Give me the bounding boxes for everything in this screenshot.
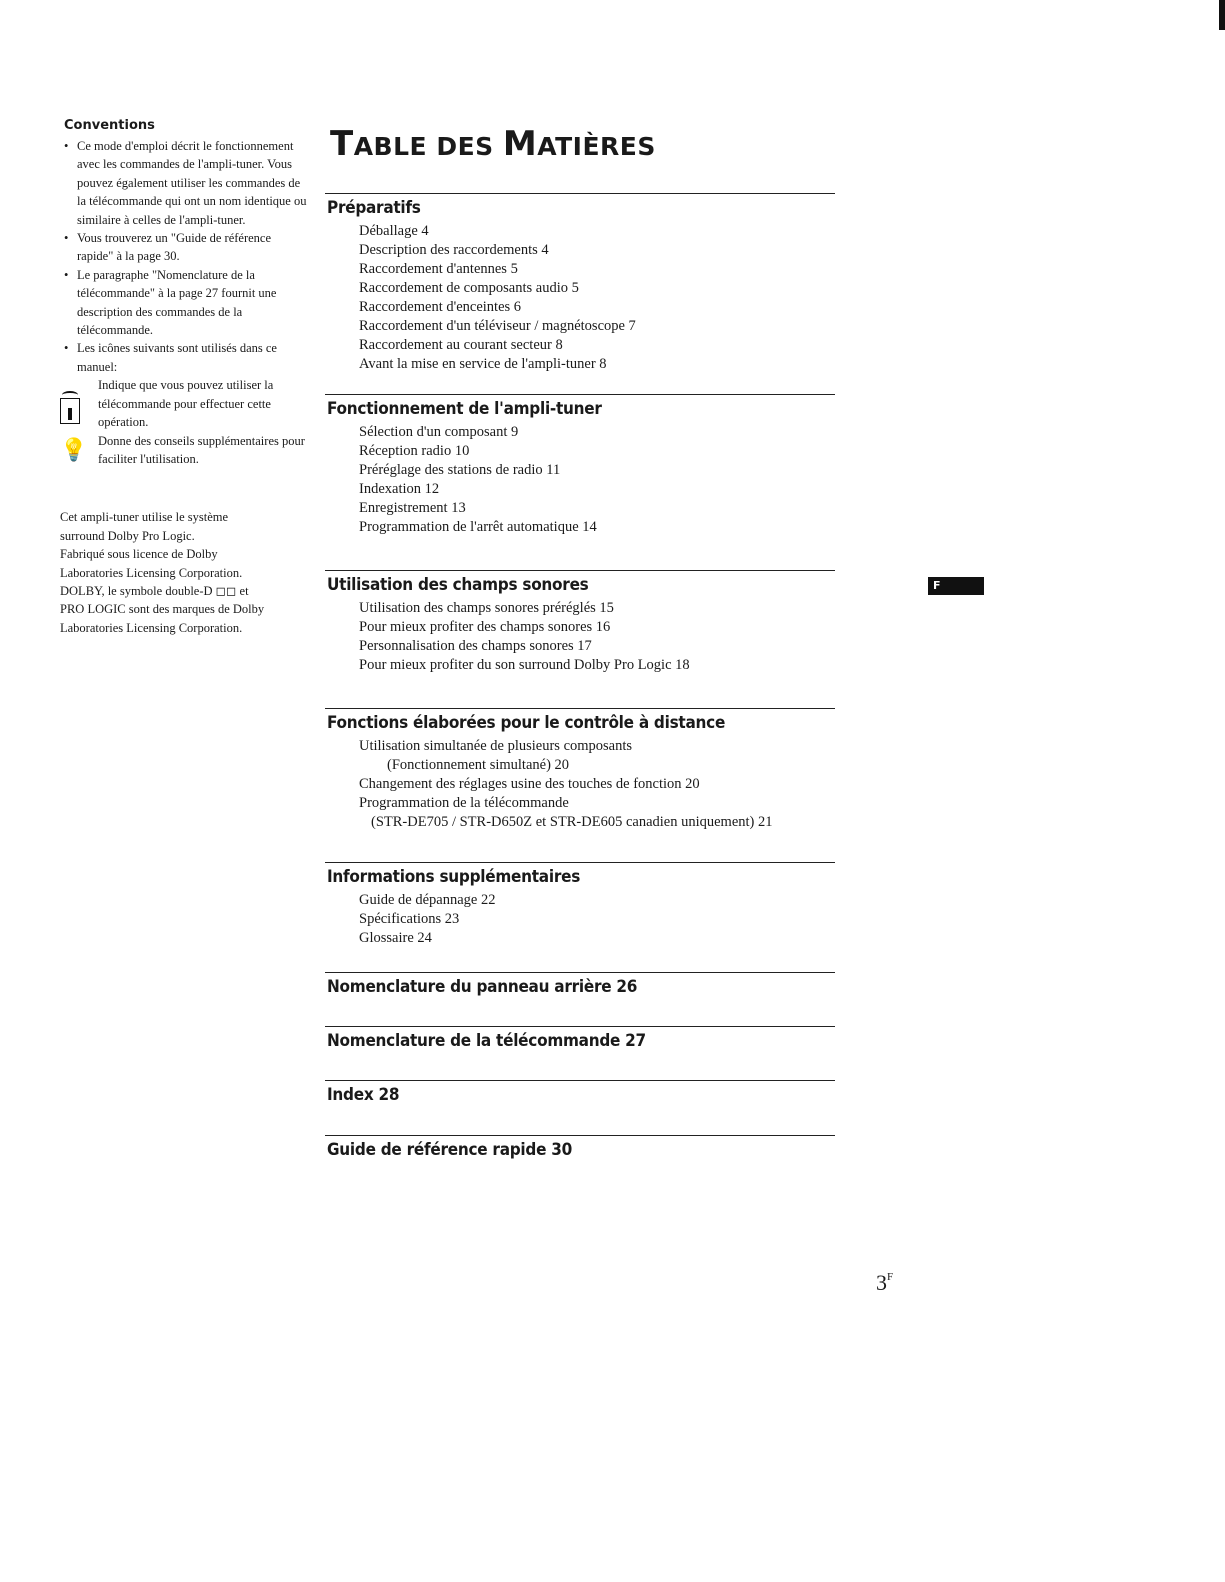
conventions-column bbox=[60, 118, 310, 637]
toc-entry[interactable]: Description des raccordements 4 bbox=[359, 242, 549, 258]
toc-entry[interactable]: Changement des réglages usine des touches de fonction 20 bbox=[359, 776, 700, 792]
toc-entry[interactable]: Raccordement d'antennes 5 bbox=[359, 261, 518, 277]
conventions-list bbox=[60, 137, 310, 376]
conventions-bullet: • Vous trouverez un "Guide de référence rapide" à la page 30. bbox=[60, 229, 310, 266]
icon-legend-remote-text: Indique que vous pouvez utiliser la télécommande pour effectuer cette opération. bbox=[98, 378, 274, 430]
icon-legend-remote bbox=[60, 376, 310, 431]
toc-entry[interactable]: Raccordement d'un téléviseur / magnétoscope 7 bbox=[359, 318, 636, 334]
toc-entry[interactable]: Pour mieux profiter des champs sonores 16 bbox=[359, 619, 611, 635]
conventions-title: Conventions bbox=[64, 118, 155, 133]
legal-line: Fabriqué sous licence de Dolby bbox=[60, 547, 218, 562]
toc-section-fonctionnement bbox=[325, 394, 835, 537]
toc-entry[interactable]: Sélection d'un composant 9 bbox=[359, 424, 519, 440]
section-heading[interactable]: Index 28 bbox=[327, 1085, 400, 1105]
toc-entry[interactable]: Indexation 12 bbox=[359, 481, 440, 497]
section-heading[interactable]: Informations supplémentaires bbox=[327, 867, 581, 887]
legal-line: surround Dolby Pro Logic. bbox=[60, 528, 195, 543]
page-number: $3^F$ bbox=[876, 1270, 894, 1295]
lightbulb-icon: 💡 bbox=[60, 437, 88, 463]
section-heading[interactable]: Utilisation des champs sonores bbox=[327, 575, 589, 595]
toc-entry[interactable]: Personnalisation des champs sonores 17 bbox=[359, 638, 592, 654]
dolby-legal-notice bbox=[60, 508, 310, 637]
toc-entry[interactable]: Programmation de la télécommande (STR-DE705 / STR-D650Z et STR-DE605 canadien uniquement) 21 bbox=[359, 795, 773, 830]
toc-section-guide-rapide bbox=[325, 1135, 835, 1164]
toc-entry[interactable]: Programmation de l'arrêt automatique 14 bbox=[359, 519, 597, 535]
toc-title: TABLE DES MATIÈRES bbox=[330, 124, 656, 164]
remote-control-icon bbox=[60, 398, 80, 424]
conventions-bullet: • Ce mode d'emploi décrit le fonctionnement avec les commandes de l'ampli-tuner. Vous pouvez également utiliser les commandes de la télécommande qui ont un nom identique ou similaire à celles de l'ampli-tuner. bbox=[60, 137, 310, 229]
section-heading[interactable]: Nomenclature du panneau arrière 26 bbox=[327, 977, 638, 997]
toc-entry[interactable]: Spécifications 23 bbox=[359, 911, 460, 927]
toc-section-controle-distance bbox=[325, 708, 835, 832]
toc-entry[interactable]: Avant la mise en service de l'ampli-tuner 8 bbox=[359, 356, 607, 372]
toc-section-informations bbox=[325, 862, 835, 948]
legal-line: Laboratories Licensing Corporation. bbox=[60, 620, 243, 635]
toc-entry[interactable]: Déballage 4 bbox=[359, 223, 429, 239]
toc-entry[interactable]: Réception radio 10 bbox=[359, 443, 470, 459]
toc-entry[interactable]: Préréglage des stations de radio 11 bbox=[359, 462, 561, 478]
legal-line: DOLBY, le symbole double-D ◻◻ et bbox=[60, 583, 249, 598]
page-edge-mark bbox=[1219, 0, 1225, 30]
conventions-bullet: • Le paragraphe "Nomenclature de la télécommande" à la page 27 fournit une description des commandes de la télécommande. bbox=[60, 266, 310, 340]
icon-legend-tip-text: Donne des conseils supplémentaires pour faciliter l'utilisation. bbox=[98, 433, 305, 466]
conventions-bullet: • Les icônes suivants sont utilisés dans ce manuel: bbox=[60, 339, 310, 376]
legal-line: PRO LOGIC sont des marques de Dolby bbox=[60, 602, 265, 617]
toc-entry[interactable]: Raccordement de composants audio 5 bbox=[359, 280, 579, 296]
toc-entry[interactable]: Raccordement au courant secteur 8 bbox=[359, 337, 563, 353]
section-heading[interactable]: Fonctions élaborées pour le contrôle à distance bbox=[327, 713, 726, 733]
section-heading[interactable]: Nomenclature de la télécommande 27 bbox=[327, 1031, 646, 1051]
icon-legend-tip bbox=[60, 432, 310, 469]
toc-entry[interactable]: Utilisation des champs sonores préréglés 15 bbox=[359, 600, 614, 616]
toc-entry[interactable]: Guide de dépannage 22 bbox=[359, 892, 496, 908]
toc-entry[interactable]: Enregistrement 13 bbox=[359, 500, 466, 516]
section-heading[interactable]: Fonctionnement de l'ampli-tuner bbox=[327, 399, 602, 419]
toc-entry[interactable]: Glossaire 24 bbox=[359, 930, 432, 946]
toc-section-preparatifs bbox=[325, 193, 835, 374]
legal-line: Laboratories Licensing Corporation. bbox=[60, 565, 243, 580]
toc-section-champs-sonores bbox=[325, 570, 835, 675]
legal-line: Cet ampli-tuner utilise le système bbox=[60, 510, 229, 525]
section-heading[interactable]: Préparatifs bbox=[327, 198, 421, 218]
toc-entry[interactable]: Utilisation simultanée de plusieurs composants (Fonctionnement simultané) 20 bbox=[359, 738, 633, 773]
toc-section-panneau-arriere bbox=[325, 972, 835, 1001]
toc-section-telecommande bbox=[325, 1026, 835, 1055]
toc-section-index bbox=[325, 1080, 835, 1109]
section-heading[interactable]: Guide de référence rapide 30 bbox=[327, 1140, 573, 1160]
toc-entry[interactable]: Pour mieux profiter du son surround Dolby Pro Logic 18 bbox=[359, 657, 690, 673]
toc-entry[interactable]: Raccordement d'enceintes 6 bbox=[359, 299, 522, 315]
language-tab: F bbox=[928, 577, 984, 595]
